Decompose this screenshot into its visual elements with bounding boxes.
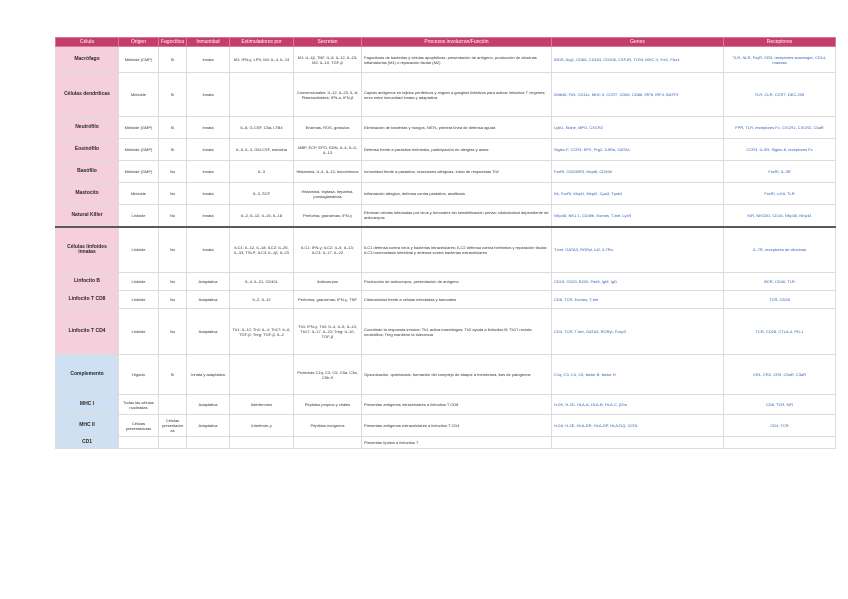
cell-name: CD1 [56,437,119,449]
table-cell: Todas las células nucleadas [119,395,159,415]
table-cell: Innata [187,117,230,139]
table-cell: Innata y adaptativa [187,355,230,395]
column-header: Célula [56,38,119,47]
column-header: Secretan [294,38,362,47]
table-body [56,47,836,449]
table-cell: H-2A, H-2E, HLA-DR, HLA-DP, HLA-DQ, CIITA [552,415,724,437]
table-cell: IL-4, IL-21, CD40L [230,273,294,291]
cell-name: Mastocito [56,183,119,205]
table-cell: Inflamación alérgica, defensa contra parásitos, anafilaxia [362,183,552,205]
table-cell: CCR3, IL-5R, Siglec-8, receptores Fc [724,139,836,161]
table-cell [724,437,836,449]
table-cell: Linfoide [119,227,159,273]
table-cell: T-bet, GATA3, RORγt, Id2, IL7Rα [552,227,724,273]
column-header: Procesos involucran/Función [362,38,552,47]
table-cell: Siglec-F, CCR3, EPX, Prg2, IL5Rα, GATA1 [552,139,724,161]
table-cell: Innata [187,183,230,205]
table-cell: Fagocitosis de bacterias y células apoptóticas, presentación de antígeno, producción de citocinas inflamatorias (M1) o reparación tisular (M2) [362,47,552,73]
table-cell: IL-2, IL-12, IL-15, IL-18 [230,205,294,227]
table-cell: Adaptativa [187,415,230,437]
cell-name: Natural Killer [56,205,119,227]
table-cell: Innata [187,139,230,161]
table-cell: Ly6G, Elane, MPO, CXCR2 [552,117,724,139]
table-cell: IL-8, G-CSF, C5a, LTB4 [230,117,294,139]
table-row [56,291,836,309]
table-cell: Adaptativa [187,273,230,291]
table-row [56,183,836,205]
table-row [56,117,836,139]
table-cell: FPR, TLR, receptores Fc, CXCR1, CXCR2, C5aR [724,117,836,139]
table-cell: Presentan lípidos a linfocitos T [362,437,552,449]
cell-name: Linfocito T CD4 [56,309,119,355]
table-cell: H-2K, H-2D, HLA-A, HLA-B, HLA-C, β2m [552,395,724,415]
table-cell: Eliminación de bacterias y hongos, NETs, primera línea de defensa aguda [362,117,552,139]
table-cell: No [159,291,187,309]
column-header: Genes [552,38,724,47]
table-cell: Linfoide [119,273,159,291]
table-cell: M1: IL-1β, TNF, IL-6, IL-12, IL-23; M2: IL-10, TGF-β [294,47,362,73]
table-cell: Péptidos propios y virales [294,395,362,415]
table-cell: Mieloide (GMP) [119,161,159,183]
table-cell: Anticuerpos [294,273,362,291]
table-row [56,73,836,117]
table-cell: ILC1 defensa contra virus y bacterias intracelulares; ILC2 defensa contra helmintos y reparación tisular; ILC3 homeostasis intestinal y defensa contra bacterias extracelulares [362,227,552,273]
table-cell: Innata [187,227,230,273]
table-cell: IL-3 [230,161,294,183]
table-cell: IL-7R, receptores de citocinas [724,227,836,273]
table-cell: Sí [159,73,187,117]
table-cell: BCR, CD40, TLR [724,273,836,291]
table-cell: Zbtb46, Flt3, CD11c, MHC II, CCR7, CD80, CD86, IRF8, IRF4, BATF3 [552,73,724,117]
table-cell: No [159,161,187,183]
table-cell: Interferones [230,395,294,415]
table-cell: CD19, CD20, B220, Pax5, IgM, IgD [552,273,724,291]
table-cell: Convencionales: IL-12, IL-23, IL-6; Plasmocitoides: IFN-α, IFN-β [294,73,362,117]
table-cell: KIR, NKG2D, CD16, NKp30, NKp44 [724,205,836,227]
table-cell [230,73,294,117]
cell-name: Células linfoides innatas [56,227,119,273]
table-cell [187,437,230,449]
table-cell: Hígado [119,355,159,395]
table-cell: No [159,227,187,273]
immune-cells-table [55,37,836,449]
table-cell: Innata [187,73,230,117]
table-cell: Captan antígenos en tejidos periféricos y migran a ganglios linfáticos para activar linfocitos T vírgenes; nexo entre inmunidad innata y adaptativa [362,73,552,117]
table-cell: MBP, ECP, EPO, EDN, IL-4, IL-5, IL-13 [294,139,362,161]
table-row [56,273,836,291]
table-cell: iNOS, Arg1, CD68, CD163, CD206, CSF1R, TLR4, MHC II, Ym1, Fizz1 [552,47,724,73]
table-cell: IL-3, SCF [230,183,294,205]
table-cell: FcεRI, CD200R3, Mcpt8, CD49b [552,161,724,183]
table-row [56,309,836,355]
table-cell: TLR, NLR, FcγR, CR3, receptores scavenger, CD14, manosa [724,47,836,73]
table-cell: FcεRI, IL-3R [724,161,836,183]
table-cell: No [159,183,187,205]
table-cell: Producción de anticuerpos, presentación de antígeno [362,273,552,291]
table-cell: C1q, C3, C4, C5, factor B, factor H [552,355,724,395]
cell-name: Células dendríticas [56,73,119,117]
table-cell: Mieloide (CMP) [119,47,159,73]
table-cell: Histamina, IL-4, IL-13, leucotrienos [294,161,362,183]
table-cell: Linfoide [119,291,159,309]
table-cell: Perforina, granzimas, IFN-γ, TNF [294,291,362,309]
table-row [56,355,836,395]
table-cell: Innata [187,161,230,183]
column-header: Estimuladores por [230,38,294,47]
table-cell: Th1: IFN-γ; Th2: IL-4, IL-5, IL-13; Th17: IL-17, IL-22; Treg: IL-10, TGF-β [294,309,362,355]
table-cell: CD4, TCR, T-bet, GATA3, RORγt, Foxp3 [552,309,724,355]
table-cell: TCR, CD28 [724,291,836,309]
table-row [56,139,836,161]
header-row [56,38,836,47]
table-cell: Adaptativa [187,395,230,415]
table-cell: No [159,273,187,291]
table-cell: ILC1: IL-12, IL-18; ILC2: IL-25, IL-33, TSLP; ILC3: IL-1β, IL-23 [230,227,294,273]
cell-name: Neutrófilo [56,117,119,139]
table-cell: Mieloide [119,183,159,205]
table-row [56,205,836,227]
table-cell: Péptidos exógenos [294,415,362,437]
table-cell: IL-2, IL-12 [230,291,294,309]
table-cell: Presentan antígenos extracelulares a linfocitos T CD4 [362,415,552,437]
cell-name: Basófilo [56,161,119,183]
table-cell: Inmunidad frente a parásitos, reacciones alérgicas, inicio de respuestas Th2 [362,161,552,183]
table-cell: IL-5, IL-3, GM-CSF, eotaxina [230,139,294,161]
table-cell: No [159,309,187,355]
table-cell: CD4, TCR [724,415,836,437]
table-cell: TLR, CLR, CCR7, DEC-205 [724,73,836,117]
table-cell: Sí [159,117,187,139]
table-cell: Defensa frente a parásitos helmintos, participación en alergias y asma [362,139,552,161]
table-cell [230,437,294,449]
table-cell: M1: IFN-γ, LPS; M2: IL-4, IL-13 [230,47,294,73]
table-row [56,47,836,73]
table-cell: Citotoxicidad frente a células infectadas y tumorales [362,291,552,309]
table-cell: Opsonización, quimiotaxis, formación del complejo de ataque a membrana, lisis de patógenos [362,355,552,395]
table-row [56,161,836,183]
table-cell: Adaptativa [187,309,230,355]
column-header: Fagocítica [159,38,187,47]
column-header: Receptores [724,38,836,47]
cell-name: Linfocito T CD8 [56,291,119,309]
table-cell: Eliminan células infectadas por virus y tumorales sin sensibilización previa; citotoxicidad dependiente de anticuerpos [362,205,552,227]
table-cell: Kit, FcεRI, Mcpt1, Mcpt2, Cpa3, Tpsb2 [552,183,724,205]
table-cell [294,437,362,449]
table-cell [159,395,187,415]
immune-cells-table-wrapper [55,37,835,449]
table-cell: Sí [159,139,187,161]
table-cell: Enzimas, ROS, gránulos [294,117,362,139]
table-cell: Adaptativa [187,291,230,309]
column-header: Origen [119,38,159,47]
table-row [56,415,836,437]
table-cell: Coordinan la respuesta inmune: Th1 activa macrófagos; Th2 ayuda a linfocitos B; Th17 recluta neutrófilos; Treg mantiene la tolerancia [362,309,552,355]
table-cell: Presentan antígenos intracelulares a linfocitos T CD8 [362,395,552,415]
table-cell: FcεRI, c-Kit, TLR [724,183,836,205]
table-cell: Mieloide (GMP) [119,117,159,139]
table-cell: Células presentadoras [119,415,159,437]
table-cell: Células presentadoras [159,415,187,437]
table-cell: Linfoide [119,309,159,355]
table-cell: ILC1: IFN-γ; ILC2: IL-5, IL-13; ILC3: IL-17, IL-22 [294,227,362,273]
column-header: Inmunidad [187,38,230,47]
table-cell: No [159,205,187,227]
table-cell: Sí [159,47,187,73]
table-cell: Interferón-γ [230,415,294,437]
table-cell [552,437,724,449]
table-cell: NKp46, NK1.1, CD49b, Eomes, T-bet, Ly49 [552,205,724,227]
table-cell: Innata [187,47,230,73]
cell-name: Eosinófilo [56,139,119,161]
cell-name: Complemento [56,355,119,395]
table-cell: Histamina, triptasa, heparina, prostaglandinas [294,183,362,205]
table-cell: TCR, CD28, CTLA-4, PD-1 [724,309,836,355]
table-cell: CR1, CR2, CR3, C5aR, C3aR [724,355,836,395]
table-cell: Proteínas C1q, C3, C5, C5a, C3a, C5b-9 [294,355,362,395]
table-cell [230,355,294,395]
table-cell: Perforina, granzimas, IFN-γ [294,205,362,227]
table-row [56,227,836,273]
table-cell: Mieloide (GMP) [119,139,159,161]
cell-name: Linfocito B [56,273,119,291]
table-cell: Sí [159,355,187,395]
table-cell: Mieloide [119,73,159,117]
table-cell: Innata [187,205,230,227]
table-cell [119,437,159,449]
table-cell: Linfoide [119,205,159,227]
table-cell: Th1: IL-12; Th2: IL-4; Th17: IL-6, TGF-β; Treg: TGF-β, IL-2 [230,309,294,355]
table-row [56,395,836,415]
table-cell: CD8, TCR, Eomes, T-bet [552,291,724,309]
table-cell: CD8, TCR, KIR [724,395,836,415]
cell-name: Macrófago [56,47,119,73]
cell-name: MHC I [56,395,119,415]
table-row [56,437,836,449]
cell-name: MHC II [56,415,119,437]
table-cell [159,437,187,449]
